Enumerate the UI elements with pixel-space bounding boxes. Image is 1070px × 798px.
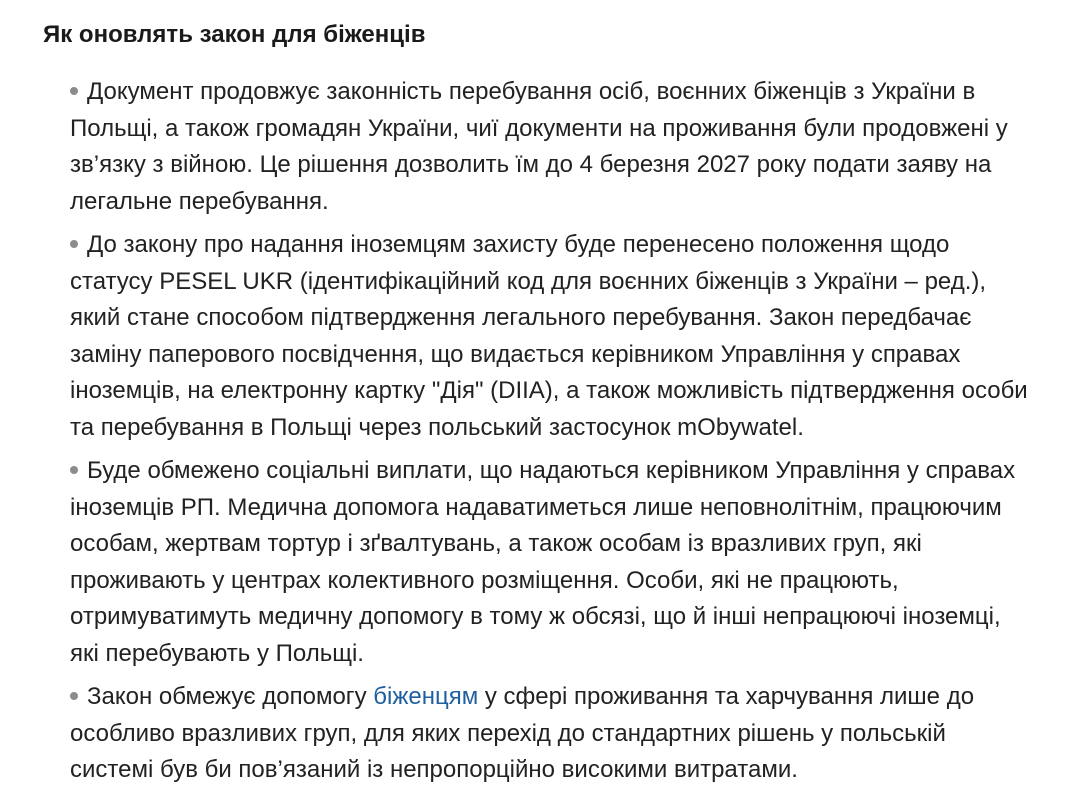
list-item — [70, 679, 1070, 789]
bullet-icon — [70, 692, 78, 700]
list-item-line — [70, 74, 1070, 111]
line-text: Закон обмежує допомогу — [87, 683, 374, 710]
list-item-line: заміну паперового посвідчення, що видається керівником Управління у справах — [70, 340, 961, 368]
list-item-line: проживають у центрах колективного розміщення. Особи, які не працюють, — [70, 566, 899, 594]
list-item-line: отримуватимуть медичну допомогу в тому ж обсязі, що й інші непрацюючі іноземці, — [70, 603, 1001, 630]
list-item — [70, 453, 1070, 672]
list-item-line — [70, 227, 1070, 264]
list-item-line — [70, 679, 1070, 716]
line-text: у сфері проживання та харчування лише до — [478, 683, 975, 710]
bullet-icon — [70, 466, 78, 474]
list-item-line: іноземців, на електронну картку "Дія" (DIIA), а також можливість підтвердження особи — [70, 377, 1028, 404]
list-item-line: легальне перебування. — [70, 187, 329, 215]
list-item-line: та перебування в Польщі через польський застосунок mObywatel. — [70, 413, 804, 441]
list-item-line: Польщі, а також громадян України, чиї документи на проживання були продовжені у — [70, 114, 1008, 142]
section-heading: Як оновлять закон для біженців — [43, 21, 426, 48]
line-text: Буде обмежено соціальні виплати, що надаються керівником Управління у справах — [87, 457, 1016, 484]
list-item-line — [70, 453, 1070, 490]
list-item-line: статусу PESEL UKR (ідентифікаційний код для воєнних біженців з України – ред.), — [70, 267, 987, 295]
list-item-line: які перебувають у Польщі. — [70, 639, 364, 667]
list-item-line: який стане способом підтвердження легального перебування. Закон передбачає — [70, 304, 972, 331]
list-item-line: зв’язку з війною. Це рішення дозволить їм до 4 березня 2027 року подати заяву на — [70, 151, 992, 178]
refugees-link[interactable]: біженцям — [373, 683, 479, 710]
line-text: Документ продовжує законність перебування осіб, воєнних біженців з України в — [87, 78, 976, 105]
bullet-icon — [70, 240, 78, 248]
bullet-list — [70, 74, 1070, 796]
list-item-line: особливо вразливих груп, для яких перехід до стандартних рішень у польській — [70, 719, 946, 747]
list-item-line: особам, жертвам тортур і зґвалтувань, а також особам із вразливих груп, які — [70, 530, 922, 557]
line-text: До закону про надання іноземцям захисту буде перенесено положення щодо — [87, 231, 950, 258]
list-item — [70, 74, 1070, 220]
list-item-line: іноземців РП. Медична допомога надаватиметься лише неповнолітнім, працюючим — [70, 493, 1002, 521]
bullet-icon — [70, 87, 78, 95]
list-item — [70, 227, 1070, 446]
list-item-line: системі був би пов’язаний із непропорційно високими витратами. — [70, 756, 798, 783]
